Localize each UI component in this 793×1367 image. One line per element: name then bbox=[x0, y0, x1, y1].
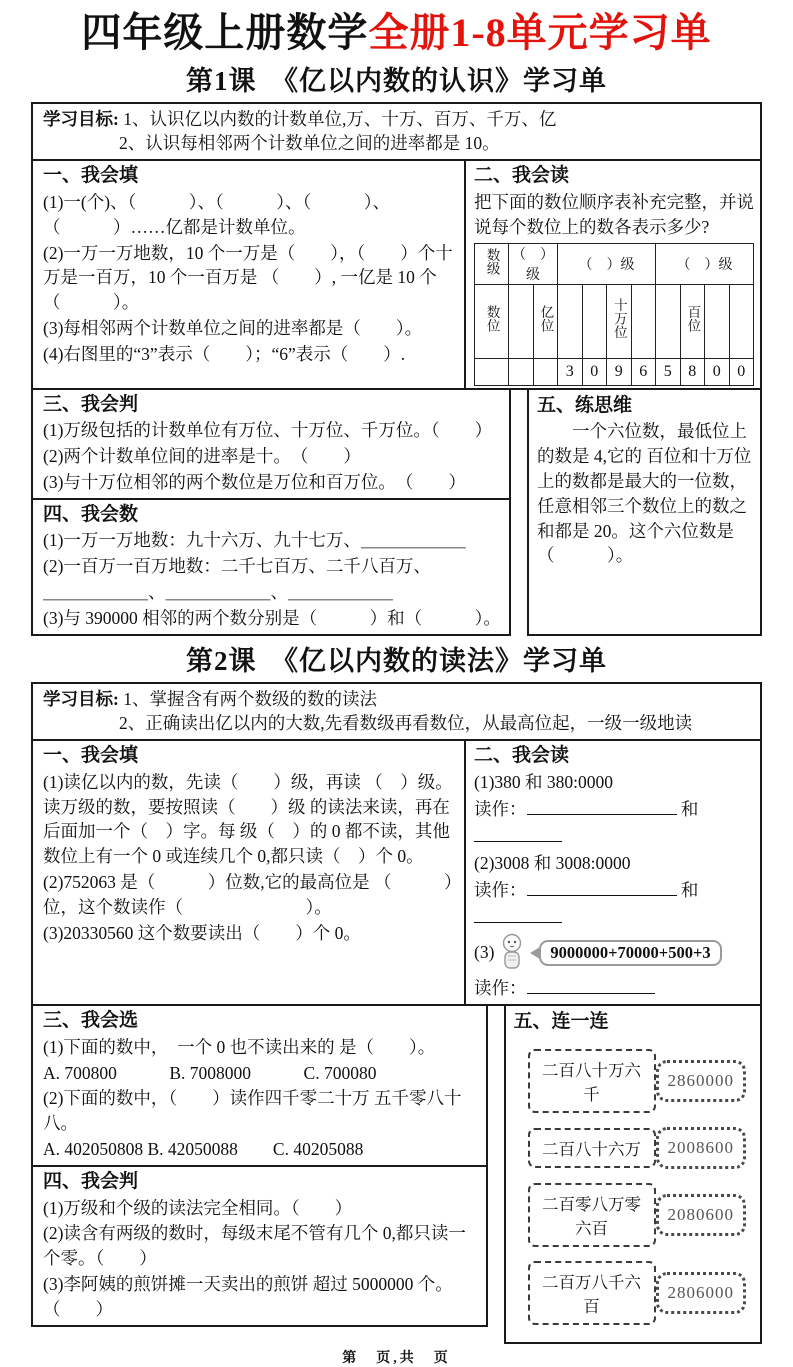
sec2-intro: 把下面的数位顺序表补充完整，并说说每个数位上的数各表示多少? bbox=[474, 191, 754, 237]
lesson1-sec4-title: 四、我会数 bbox=[43, 503, 139, 525]
match-number-box: 2806000 bbox=[656, 1272, 747, 1314]
goal-text-1: 1、认识亿以内数的计数单位,万、十万、百万、千万、亿 bbox=[123, 109, 557, 129]
question-line: (3)20330560 这个数要读出（ ）个 0。 bbox=[43, 922, 361, 943]
match-word-box: 二百八十六万 bbox=[528, 1128, 656, 1168]
corner-cell bbox=[475, 243, 509, 284]
position-cell bbox=[705, 284, 730, 358]
lesson2-sec5-title: 五、连一连 bbox=[513, 1011, 609, 1033]
goal-text-1: 1、掌握含有两个数级的数的读法 bbox=[123, 688, 377, 709]
question-line: (2)752063 是（ ）位数,它的最高位是 （ ）位，这个数读作（ ）。 bbox=[43, 872, 453, 917]
lesson2-sec2 bbox=[466, 741, 760, 1004]
lesson1-title: 第1课 《亿以内数的认识》学习单 bbox=[186, 66, 607, 96]
level-cell: （ ）级 bbox=[656, 243, 754, 284]
lesson2-title: 第2课 《亿以内数的读法》学习单 bbox=[186, 645, 607, 676]
and-label: 和 bbox=[680, 798, 699, 819]
match-number-box: 2860000 bbox=[656, 1060, 747, 1102]
digit-cell: 5 bbox=[656, 358, 681, 385]
corner-label: 数级 bbox=[484, 247, 500, 275]
read-label: 读作： bbox=[474, 879, 527, 900]
match-number-box: 2008600 bbox=[656, 1127, 747, 1169]
page-footer: 第 页,共 页 bbox=[342, 1350, 451, 1366]
match-row bbox=[528, 1261, 747, 1325]
item3-label: (3) bbox=[474, 942, 495, 963]
lesson2-left-stack bbox=[31, 1004, 488, 1344]
digit-cell: 8 bbox=[680, 358, 705, 385]
question-line: (1)下面的数中， 一个 0 也不读出来的 是（ ）。 bbox=[43, 1036, 436, 1057]
question-line: (1)万级和个级的读法完全相同。（ ） bbox=[43, 1197, 353, 1218]
lesson2-sec3 bbox=[31, 1004, 488, 1167]
digit-cell: 3 bbox=[558, 358, 583, 385]
lesson1-sec1 bbox=[33, 161, 466, 387]
position-cell: 百位 bbox=[680, 284, 705, 358]
lesson2-sec1 bbox=[33, 741, 466, 1004]
answer-blank bbox=[474, 904, 562, 922]
question-line: ＿＿＿＿＿＿、＿＿＿＿＿＿、＿＿＿＿＿＿ bbox=[43, 582, 393, 603]
lesson1-goal-line1 bbox=[43, 107, 752, 131]
question-line: (3)与十万位相邻的两个数位是万位和百万位。 （ ） bbox=[43, 471, 466, 492]
question-line: (2)下面的数中，（ ）读作四千零二十万 五千零八十八。 bbox=[43, 1088, 462, 1134]
lesson2-sec2-title: 二、我会读 bbox=[474, 745, 570, 767]
lesson1-sec4 bbox=[31, 498, 511, 636]
digit-cell bbox=[509, 358, 534, 385]
column-gap bbox=[488, 1004, 503, 1344]
question-line: (1)一(个)、（ ）、（ ）、（ ）、（ ）……亿都是计数单位。 bbox=[43, 191, 391, 237]
table-digit-row bbox=[475, 358, 754, 385]
match-row bbox=[528, 1183, 747, 1247]
question-line: (2)3008 和 3008:0000 bbox=[474, 852, 631, 873]
position-cell bbox=[656, 284, 681, 358]
question-line: (1)读亿以内的数，先读（ ）级，再读 （ ）级。读万级的数，要按照读（ ）级 的读法来读，再在后面加一个（ ）字。每 级（ ）的 0 都不读，其他数位上有一个 0 或连续几个 0,都只读（ ）个 0。 bbox=[43, 771, 453, 867]
answer-blank bbox=[527, 796, 677, 814]
column-gap bbox=[511, 388, 527, 636]
digit-cell: 6 bbox=[631, 358, 656, 385]
page-title bbox=[31, 10, 762, 56]
position-cell: 亿位 bbox=[533, 284, 558, 358]
lesson1-sec5-title: 五、练思维 bbox=[537, 394, 633, 416]
lesson1-left-stack bbox=[31, 388, 511, 636]
lesson2-row-b bbox=[31, 1004, 762, 1344]
corner-label: 数位 bbox=[484, 305, 500, 333]
place-value-table bbox=[474, 243, 754, 386]
question-line: (2)一百万一百万地数：二千七百万、二千八百万、 bbox=[43, 556, 431, 577]
position-cell bbox=[729, 284, 754, 358]
digit-cell bbox=[533, 358, 558, 385]
read-answer-line bbox=[474, 975, 754, 1002]
digit-cell: 0 bbox=[705, 358, 730, 385]
read-answer-line bbox=[474, 877, 754, 931]
question-line: (1)一万一万地数：九十六万、九十七万、＿＿＿＿＿＿ bbox=[43, 530, 466, 551]
table-level-row bbox=[475, 243, 754, 284]
question-line: (2)两个计数单位间的进率是十。 （ ） bbox=[43, 446, 361, 467]
match-row bbox=[528, 1127, 747, 1169]
question-line: (3)与 390000 相邻的两个数分别是（ ）和（ ）。 bbox=[43, 607, 501, 628]
goals-label: 学习目标: bbox=[43, 109, 119, 129]
question-item-3 bbox=[474, 933, 754, 973]
cartoon-kid-icon bbox=[498, 933, 526, 973]
level-cell: （ ）级 bbox=[558, 243, 656, 284]
lesson2-row-a bbox=[31, 739, 762, 1006]
lesson1-sec3-title: 三、我会判 bbox=[43, 393, 139, 415]
lesson1-sec2 bbox=[466, 161, 760, 387]
lesson1-sec1-title: 一、我会填 bbox=[43, 165, 139, 187]
goals-label: 学习目标: bbox=[43, 688, 119, 709]
position-cell bbox=[631, 284, 656, 358]
digit-cell: 0 bbox=[582, 358, 607, 385]
lesson2-goal-line1 bbox=[43, 687, 752, 711]
question-line: (1)380 和 380:0000 bbox=[474, 771, 614, 792]
read-label: 读作： bbox=[474, 977, 527, 998]
lesson2-sec1-title: 一、我会填 bbox=[43, 745, 139, 767]
match-number-box: 2080600 bbox=[656, 1194, 747, 1236]
lesson2-sec4 bbox=[31, 1165, 488, 1327]
corner-cell bbox=[475, 284, 509, 358]
lesson2-sec5 bbox=[504, 1004, 763, 1344]
lesson1-row-b bbox=[31, 388, 762, 636]
lesson2-goal-line2: 2、正确读出亿以内的大数,先看数级再看数位，从最高位起，一级一级地读 bbox=[119, 712, 693, 733]
lesson2-sec4-title: 四、我会判 bbox=[43, 1170, 139, 1192]
question-line: (4)右图里的“3”表示（ ）；“6”表示（ ）. bbox=[43, 343, 406, 364]
position-cell: 十万位 bbox=[607, 284, 632, 358]
thinking-problem-text: 一个六位数，最低位上的数是 4,它的 百位和十万位上的数都是最大的一位数，任意相邻三个数位上的数之和都是 20。这个六位数是（ ）。 bbox=[537, 421, 752, 566]
match-word-box: 二百万八千六百 bbox=[528, 1261, 656, 1325]
read-label: 读作： bbox=[474, 798, 527, 819]
page-title-black: 四年级上册数学 bbox=[81, 10, 369, 55]
table-position-row bbox=[475, 284, 754, 358]
question-line: (2)读含有两级的数时，每级末尾不管有几个 0,都只读一个零。（ ） bbox=[43, 1223, 466, 1269]
lesson1-sec5 bbox=[527, 388, 762, 636]
answer-blank bbox=[474, 823, 562, 841]
lesson2-sec3-title: 三、我会选 bbox=[43, 1010, 139, 1032]
digit-cell: 0 bbox=[729, 358, 754, 385]
answer-blank bbox=[527, 976, 655, 994]
page-title-red: 全册1-8单元学习单 bbox=[368, 10, 712, 55]
level-cell: （ ）级 bbox=[509, 243, 558, 284]
read-answer-line bbox=[474, 796, 754, 850]
lesson1-goals-box bbox=[31, 102, 762, 161]
lesson1-sec2-title: 二、我会读 bbox=[474, 165, 570, 187]
choice-line: A. 402050808 B. 42050088 C. 40205088 bbox=[43, 1139, 364, 1160]
match-word-box: 二百八十万六千 bbox=[528, 1049, 656, 1113]
digit-cell: 9 bbox=[607, 358, 632, 385]
corner-cell bbox=[475, 358, 509, 385]
position-cell bbox=[558, 284, 583, 358]
lesson1-row-a bbox=[31, 159, 762, 389]
speech-bubble: 9000000+70000+500+3 bbox=[539, 940, 721, 966]
choice-line: A. 700800 B. 7008000 C. 700080 bbox=[43, 1062, 377, 1083]
answer-blank bbox=[527, 877, 677, 895]
question-line: (1)万级包括的计数单位有万位、十万位、千万位。（ ） bbox=[43, 420, 493, 441]
position-cell bbox=[582, 284, 607, 358]
match-word-box: 二百零八万零六百 bbox=[528, 1183, 656, 1247]
lesson1-goal-line2: 2、认识每相邻两个计数单位之间的进率都是 10。 bbox=[119, 133, 500, 154]
match-row bbox=[528, 1049, 747, 1113]
question-line: (3)李阿姨的煎饼摊一天卖出的煎饼 超过 5000000 个。（ ） bbox=[43, 1274, 453, 1319]
position-cell bbox=[509, 284, 534, 358]
lesson1-sec3 bbox=[31, 388, 511, 500]
question-line: (3)每相邻两个计数单位之间的进率都是（ ）。 bbox=[43, 318, 423, 339]
and-label: 和 bbox=[680, 879, 699, 900]
question-line: (2)一万一万地数，10 个一万是（ ），（ ）个十万是一百万，10 个一百万是 （ ）, 一亿是 10 个（ ）。 bbox=[43, 242, 453, 313]
lesson2-goals-box bbox=[31, 682, 762, 741]
